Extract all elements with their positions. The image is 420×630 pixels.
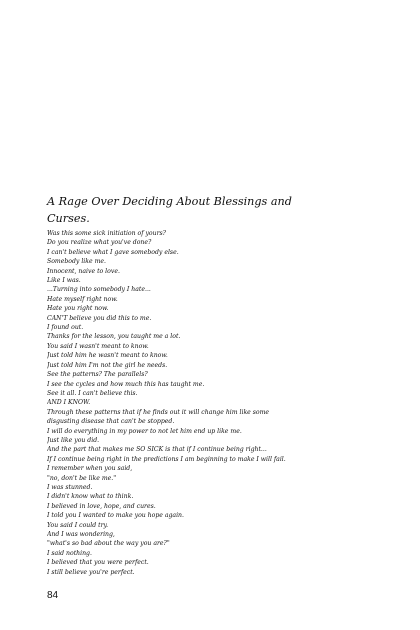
poem-line: CAN'T believe you did this to me. [47, 314, 152, 322]
poem-line: Just like you did. [47, 436, 100, 444]
poem-lines [47, 229, 387, 577]
poem-title [47, 193, 387, 227]
poem-line: I see the cycles and how much this has taught me. [47, 380, 205, 388]
poem [47, 193, 387, 577]
poem-line: And the part that makes me SO SICK is that if I continue being right... [47, 446, 267, 454]
poem-line: I believed in love, hope, and cures. [47, 502, 156, 510]
poem-line: disgusting disease that can't be stopped. [47, 418, 175, 426]
page-number: 84 [47, 590, 59, 601]
poem-line: See it all. I can't believe this. [47, 389, 138, 397]
poem-line: Somebody like me. [47, 258, 106, 266]
poem-line: Hate you right now. [47, 305, 109, 313]
poem-line: Just told him he wasn't meant to know. [47, 352, 168, 360]
poem-line: I will do everything in my power to not let him end up like me. [47, 427, 242, 435]
poem-line: I told you I wanted to make you hope again. [47, 512, 184, 520]
poem-line: I still believe you're perfect. [47, 568, 135, 576]
poem-title-line-2: Curses. [47, 212, 90, 225]
poem-line: And I was wondering, [47, 531, 115, 538]
poem-line: I believed that you were perfect. [47, 559, 149, 567]
poem-line: You said I could try. [47, 521, 109, 529]
poem-line: "no, don't be like me." [47, 474, 117, 482]
poem-title-line-1: A Rage Over Deciding About Blessings and [47, 195, 292, 208]
poem-line: You said I wasn't meant to know. [47, 342, 149, 350]
poem-line: If I continue being right in the predictions I am beginning to make I will fail. [47, 455, 286, 463]
poem-line: Hate myself right now. [47, 295, 118, 303]
poem-line: AND I KNOW. [47, 399, 91, 407]
poem-line: See the patterns? The parallels? [47, 371, 148, 379]
poem-line: Was this some sick initiation of yours? [47, 230, 166, 237]
poem-line: Do you realize what you've done? [47, 239, 152, 247]
poem-line: Just told him I'm not the girl he needs. [47, 361, 168, 369]
poem-line: ...Turning into somebody I hate... [47, 286, 151, 294]
poem-line: I didn't know what to think. [47, 493, 134, 501]
poem-line: I was stunned. [47, 483, 93, 491]
poem-line: I said nothing. [47, 549, 92, 557]
poem-line: "what's so bad about the way you are?" [47, 540, 170, 548]
poem-line: Through these patterns that if he finds out it will change him like some [47, 408, 270, 416]
poem-line: Innocent, naive to love. [47, 267, 120, 275]
poem-line: I found out. [47, 324, 84, 332]
poem-line: Thanks for the lesson, you taught me a lot. [47, 333, 181, 341]
poem-line: I remember when you said, [47, 465, 133, 473]
poem-line: I can't believe what I gave somebody else. [47, 248, 179, 256]
poem-line: Like I was. [47, 277, 81, 285]
